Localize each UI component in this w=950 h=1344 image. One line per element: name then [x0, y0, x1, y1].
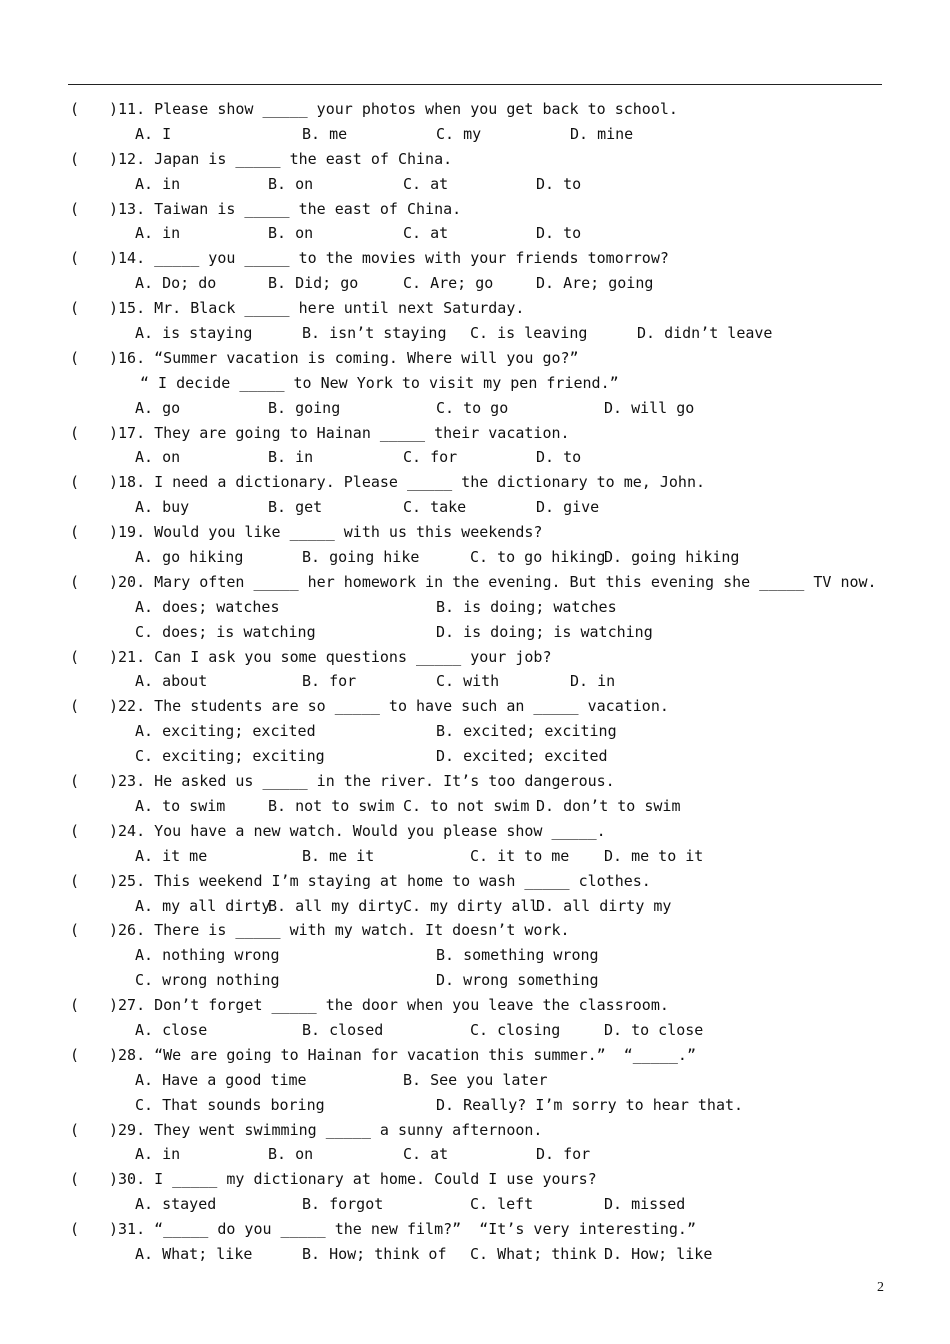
question-number-dot: . [136, 473, 155, 492]
question-text: The students are so _____ to have such an _____ vacation. [154, 697, 669, 716]
answer-paren-open: ( [70, 299, 80, 318]
question-number: 28 [118, 1045, 137, 1064]
option-a: A. What; like [135, 1244, 253, 1263]
options-row [68, 396, 888, 421]
question-stem [118, 1217, 696, 1242]
question-stem [118, 147, 452, 172]
question-number-dot: . [136, 572, 155, 591]
answer-paren-open: ( [70, 1045, 80, 1064]
option-b: B. excited; exciting [436, 722, 617, 741]
answer-paren-open: ( [70, 572, 80, 591]
question-number: 25 [118, 871, 137, 890]
question-number: 19 [118, 523, 137, 542]
option-c: C. closing [470, 1020, 561, 1039]
question-31 [68, 1217, 888, 1242]
option-a: A. nothing wrong [135, 946, 280, 965]
question-14 [68, 246, 888, 271]
answer-paren-open: ( [70, 921, 80, 940]
option-c: C. What; think [470, 1244, 597, 1263]
answer-paren-close: ) [109, 249, 119, 268]
question-text: “_____ do you _____ the new film?” “It’s very interesting.” [154, 1220, 696, 1239]
question-number-dot: . [136, 647, 155, 666]
question-28 [68, 1043, 888, 1068]
option-c: C. is leaving [470, 324, 588, 343]
option-a: A. I [135, 124, 172, 143]
question-25 [68, 869, 888, 894]
question-text: Please show _____ your photos when you get back to school. [154, 100, 678, 118]
question-number-dot: . [136, 772, 155, 791]
answer-paren-open: ( [70, 1220, 80, 1239]
question-number-dot: . [136, 199, 155, 218]
answer-paren-close: ) [109, 1045, 119, 1064]
answer-paren-open: ( [70, 772, 80, 791]
question-number: 15 [118, 299, 137, 318]
question-16 [68, 346, 888, 371]
question-continuation-text: “ I decide _____ to New York to visit my pen friend.” [140, 373, 619, 392]
option-b: B. all my dirty [268, 896, 404, 915]
question-number: 31 [118, 1220, 137, 1239]
answer-paren-open: ( [70, 100, 80, 118]
answer-paren-close: ) [109, 647, 119, 666]
question-text: Mary often _____ her homework in the evening. But this evening she _____ TV now. [154, 572, 877, 591]
question-text: He asked us _____ in the river. It’s too dangerous. [154, 772, 615, 791]
option-a: A. my all dirty [135, 896, 271, 915]
option-c: C. for [403, 448, 458, 467]
question-text: They are going to Hainan _____ their vacation. [154, 423, 570, 442]
question-30 [68, 1167, 888, 1192]
question-number: 22 [118, 697, 137, 716]
question-20 [68, 570, 888, 595]
question-stem [118, 246, 669, 271]
question-number: 24 [118, 821, 137, 840]
question-number: 17 [118, 423, 137, 442]
question-13 [68, 197, 888, 222]
options-row [68, 221, 888, 246]
option-c: C. my [436, 124, 482, 143]
question-19 [68, 520, 888, 545]
question-17 [68, 421, 888, 446]
answer-paren-open: ( [70, 423, 80, 442]
page-number: 2 [877, 1280, 884, 1295]
question-number-dot: . [136, 149, 155, 168]
option-b: B. get [268, 498, 323, 517]
options-row [68, 1142, 888, 1167]
options-row [68, 172, 888, 197]
options-row [68, 968, 888, 993]
question-stem [118, 769, 615, 794]
question-number-dot: . [136, 1120, 155, 1139]
question-text: Taiwan is _____ the east of China. [154, 199, 462, 218]
answer-paren-close: ) [109, 348, 119, 367]
question-stem [118, 296, 524, 321]
question-number-dot: . [136, 423, 155, 442]
options-row [68, 943, 888, 968]
question-stem [118, 918, 570, 943]
answer-paren-open: ( [70, 1120, 80, 1139]
options-row [68, 122, 888, 147]
question-stem [118, 97, 678, 122]
options-row [68, 545, 888, 570]
question-stem [118, 197, 461, 222]
options-row [68, 844, 888, 869]
option-a: A. does; watches [135, 597, 280, 616]
question-number: 29 [118, 1120, 137, 1139]
answer-paren-open: ( [70, 249, 80, 268]
question-stem [118, 694, 669, 719]
option-c: C. at [403, 1145, 449, 1164]
question-stem [118, 520, 542, 545]
question-number: 12 [118, 149, 137, 168]
question-number: 26 [118, 921, 137, 940]
question-text: “We are going to Hainan for vacation this summer.” “_____.” [154, 1045, 696, 1064]
option-c: C. take [403, 498, 467, 517]
option-c: C. it to me [470, 846, 570, 865]
answer-paren-open: ( [70, 871, 80, 890]
answer-paren-close: ) [109, 821, 119, 840]
option-c: C. at [403, 224, 449, 243]
question-text: Can I ask you some questions _____ your job? [154, 647, 552, 666]
question-text: Don’t forget _____ the door when you leave the classroom. [154, 996, 669, 1015]
option-d: D. give [536, 498, 600, 517]
question-stem [118, 645, 551, 670]
option-c: C. my dirty all [403, 896, 539, 915]
option-a: A. on [135, 448, 181, 467]
question-24 [68, 819, 888, 844]
option-d: D. mine [570, 124, 634, 143]
option-d: D. will go [604, 398, 695, 417]
question-number-dot: . [136, 697, 155, 716]
option-a: A. buy [135, 498, 190, 517]
option-d: D. excited; excited [436, 747, 608, 766]
answer-paren-open: ( [70, 523, 80, 542]
question-27 [68, 993, 888, 1018]
question-stem [118, 819, 606, 844]
option-d: D. in [570, 672, 616, 691]
answer-paren-open: ( [70, 821, 80, 840]
question-number: 13 [118, 199, 137, 218]
answer-paren-close: ) [109, 523, 119, 542]
answer-paren-close: ) [109, 772, 119, 791]
question-text: I _____ my dictionary at home. Could I use yours? [154, 1170, 597, 1189]
question-number-dot: . [136, 921, 155, 940]
question-text: There is _____ with my watch. It doesn’t work. [154, 921, 570, 940]
question-11 [68, 97, 888, 122]
question-continuation [68, 371, 888, 396]
option-d: D. for [536, 1145, 591, 1164]
options-row [68, 620, 888, 645]
question-number-dot: . [136, 100, 155, 118]
option-b: B. closed [302, 1020, 384, 1039]
option-a: A. go [135, 398, 181, 417]
option-a: A. exciting; excited [135, 722, 316, 741]
options-row [68, 1068, 888, 1093]
question-21 [68, 645, 888, 670]
question-stem [118, 1167, 597, 1192]
answer-paren-close: ) [109, 299, 119, 318]
option-b: B. Did; go [268, 274, 359, 293]
question-stem [118, 421, 570, 446]
question-29 [68, 1118, 888, 1143]
question-number: 30 [118, 1170, 137, 1189]
answer-paren-open: ( [70, 647, 80, 666]
option-c: C. with [436, 672, 500, 691]
question-23 [68, 769, 888, 794]
option-d: D. to close [604, 1020, 704, 1039]
question-list [68, 97, 888, 1267]
option-c: C. does; is watching [135, 622, 316, 641]
question-number-dot: . [136, 299, 155, 318]
option-b: B. going [268, 398, 341, 417]
answer-paren-open: ( [70, 199, 80, 218]
option-c: C. Are; go [403, 274, 494, 293]
option-b: B. on [268, 1145, 314, 1164]
question-number-dot: . [136, 1220, 155, 1239]
option-d: D. going hiking [604, 548, 740, 567]
question-stem [118, 869, 651, 894]
answer-paren-close: ) [109, 100, 119, 118]
options-row [68, 445, 888, 470]
option-d: D. Are; going [536, 274, 654, 293]
options-row [68, 744, 888, 769]
question-number-dot: . [136, 1045, 155, 1064]
answer-paren-close: ) [109, 572, 119, 591]
question-text: You have a new watch. Would you please show _____. [154, 821, 606, 840]
option-d: D. me to it [604, 846, 704, 865]
option-d: D. to [536, 448, 582, 467]
question-number: 11 [118, 100, 137, 118]
options-row [68, 719, 888, 744]
option-c: C. wrong nothing [135, 971, 280, 990]
option-b: B. something wrong [436, 946, 599, 965]
options-row [68, 894, 888, 919]
option-a: A. Have a good time [135, 1070, 307, 1089]
question-number: 23 [118, 772, 137, 791]
question-stem [118, 470, 705, 495]
option-a: A. about [135, 672, 208, 691]
option-d: D. Really? I’m sorry to hear that. [436, 1095, 744, 1114]
answer-paren-close: ) [109, 423, 119, 442]
answer-paren-close: ) [109, 199, 119, 218]
question-text: They went swimming _____ a sunny afternoon. [154, 1120, 543, 1139]
option-d: D. How; like [604, 1244, 713, 1263]
question-text: This weekend I’m staying at home to wash _____ clothes. [154, 871, 651, 890]
option-b: B. See you later [403, 1070, 548, 1089]
options-row [68, 1242, 888, 1267]
question-text: Would you like _____ with us this weekends? [154, 523, 543, 542]
option-c: C. to go [436, 398, 509, 417]
option-a: A. Do; do [135, 274, 217, 293]
question-12 [68, 147, 888, 172]
option-d: D. to [536, 224, 582, 243]
question-22 [68, 694, 888, 719]
question-number: 16 [118, 348, 137, 367]
options-row [68, 321, 888, 346]
option-a: A. to swim [135, 796, 226, 815]
answer-paren-close: ) [109, 871, 119, 890]
options-row [68, 669, 888, 694]
option-c: C. to not swim [403, 796, 530, 815]
option-b: B. on [268, 174, 314, 193]
answer-paren-close: ) [109, 1170, 119, 1189]
option-b: B. is doing; watches [436, 597, 617, 616]
answer-paren-open: ( [70, 473, 80, 492]
question-26 [68, 918, 888, 943]
question-text: I need a dictionary. Please _____ the dictionary to me, John. [154, 473, 706, 492]
option-a: A. it me [135, 846, 208, 865]
question-text: _____ you _____ to the movies with your friends tomorrow? [154, 249, 669, 268]
answer-paren-close: ) [109, 473, 119, 492]
option-b: B. me it [302, 846, 375, 865]
question-number-dot: . [136, 996, 155, 1015]
question-18 [68, 470, 888, 495]
question-number-dot: . [136, 523, 155, 542]
option-b: B. for [302, 672, 357, 691]
answer-paren-open: ( [70, 996, 80, 1015]
option-a: A. in [135, 1145, 181, 1164]
option-b: B. going hike [302, 548, 420, 567]
question-stem [118, 993, 669, 1018]
answer-paren-close: ) [109, 149, 119, 168]
option-c: C. at [403, 174, 449, 193]
option-c: C. That sounds boring [135, 1095, 325, 1114]
option-d: D. to [536, 174, 582, 193]
question-number: 14 [118, 249, 137, 268]
question-text: Mr. Black _____ here until next Saturday. [154, 299, 525, 318]
options-row [68, 1018, 888, 1043]
question-text: “Summer vacation is coming. Where will you go?” [154, 348, 579, 367]
question-stem [118, 1043, 696, 1068]
option-b: B. on [268, 224, 314, 243]
answer-paren-open: ( [70, 697, 80, 716]
question-number: 20 [118, 572, 137, 591]
options-row [68, 1093, 888, 1118]
option-d: D. don’t to swim [536, 796, 681, 815]
option-b: B. in [268, 448, 314, 467]
header-rule [68, 84, 882, 85]
option-c: C. exciting; exciting [135, 747, 325, 766]
option-d: D. all dirty my [536, 896, 672, 915]
option-d: D. wrong something [436, 971, 599, 990]
options-row [68, 794, 888, 819]
option-a: A. in [135, 224, 181, 243]
option-b: B. not to swim [268, 796, 395, 815]
option-a: A. close [135, 1020, 208, 1039]
answer-paren-close: ) [109, 1120, 119, 1139]
option-b: B. forgot [302, 1195, 384, 1214]
answer-paren-close: ) [109, 1220, 119, 1239]
option-d: D. is doing; is watching [436, 622, 653, 641]
option-c: C. to go hiking [470, 548, 606, 567]
answer-paren-close: ) [109, 921, 119, 940]
answer-paren-close: ) [109, 697, 119, 716]
option-b: B. How; think of [302, 1244, 447, 1263]
question-number: 21 [118, 647, 137, 666]
question-stem [118, 570, 877, 595]
question-number: 18 [118, 473, 137, 492]
question-number-dot: . [136, 871, 155, 890]
answer-paren-open: ( [70, 348, 80, 367]
question-15 [68, 296, 888, 321]
option-d: D. didn’t leave [637, 324, 773, 343]
question-number: 27 [118, 996, 137, 1015]
options-row [68, 1192, 888, 1217]
question-number-dot: . [136, 821, 155, 840]
options-row [68, 271, 888, 296]
question-number-dot: . [136, 348, 155, 367]
question-text: Japan is _____ the east of China. [154, 149, 453, 168]
question-stem [118, 346, 579, 371]
option-d: D. missed [604, 1195, 686, 1214]
question-stem [118, 1118, 542, 1143]
answer-paren-close: ) [109, 996, 119, 1015]
option-b: B. me [302, 124, 348, 143]
question-number-dot: . [136, 1170, 155, 1189]
options-row [68, 595, 888, 620]
answer-paren-open: ( [70, 1170, 80, 1189]
option-a: A. is staying [135, 324, 253, 343]
answer-paren-open: ( [70, 149, 80, 168]
option-a: A. in [135, 174, 181, 193]
options-row [68, 495, 888, 520]
option-a: A. go hiking [135, 548, 244, 567]
option-b: B. isn’t staying [302, 324, 447, 343]
option-c: C. left [470, 1195, 534, 1214]
option-a: A. stayed [135, 1195, 217, 1214]
question-number-dot: . [136, 249, 155, 268]
